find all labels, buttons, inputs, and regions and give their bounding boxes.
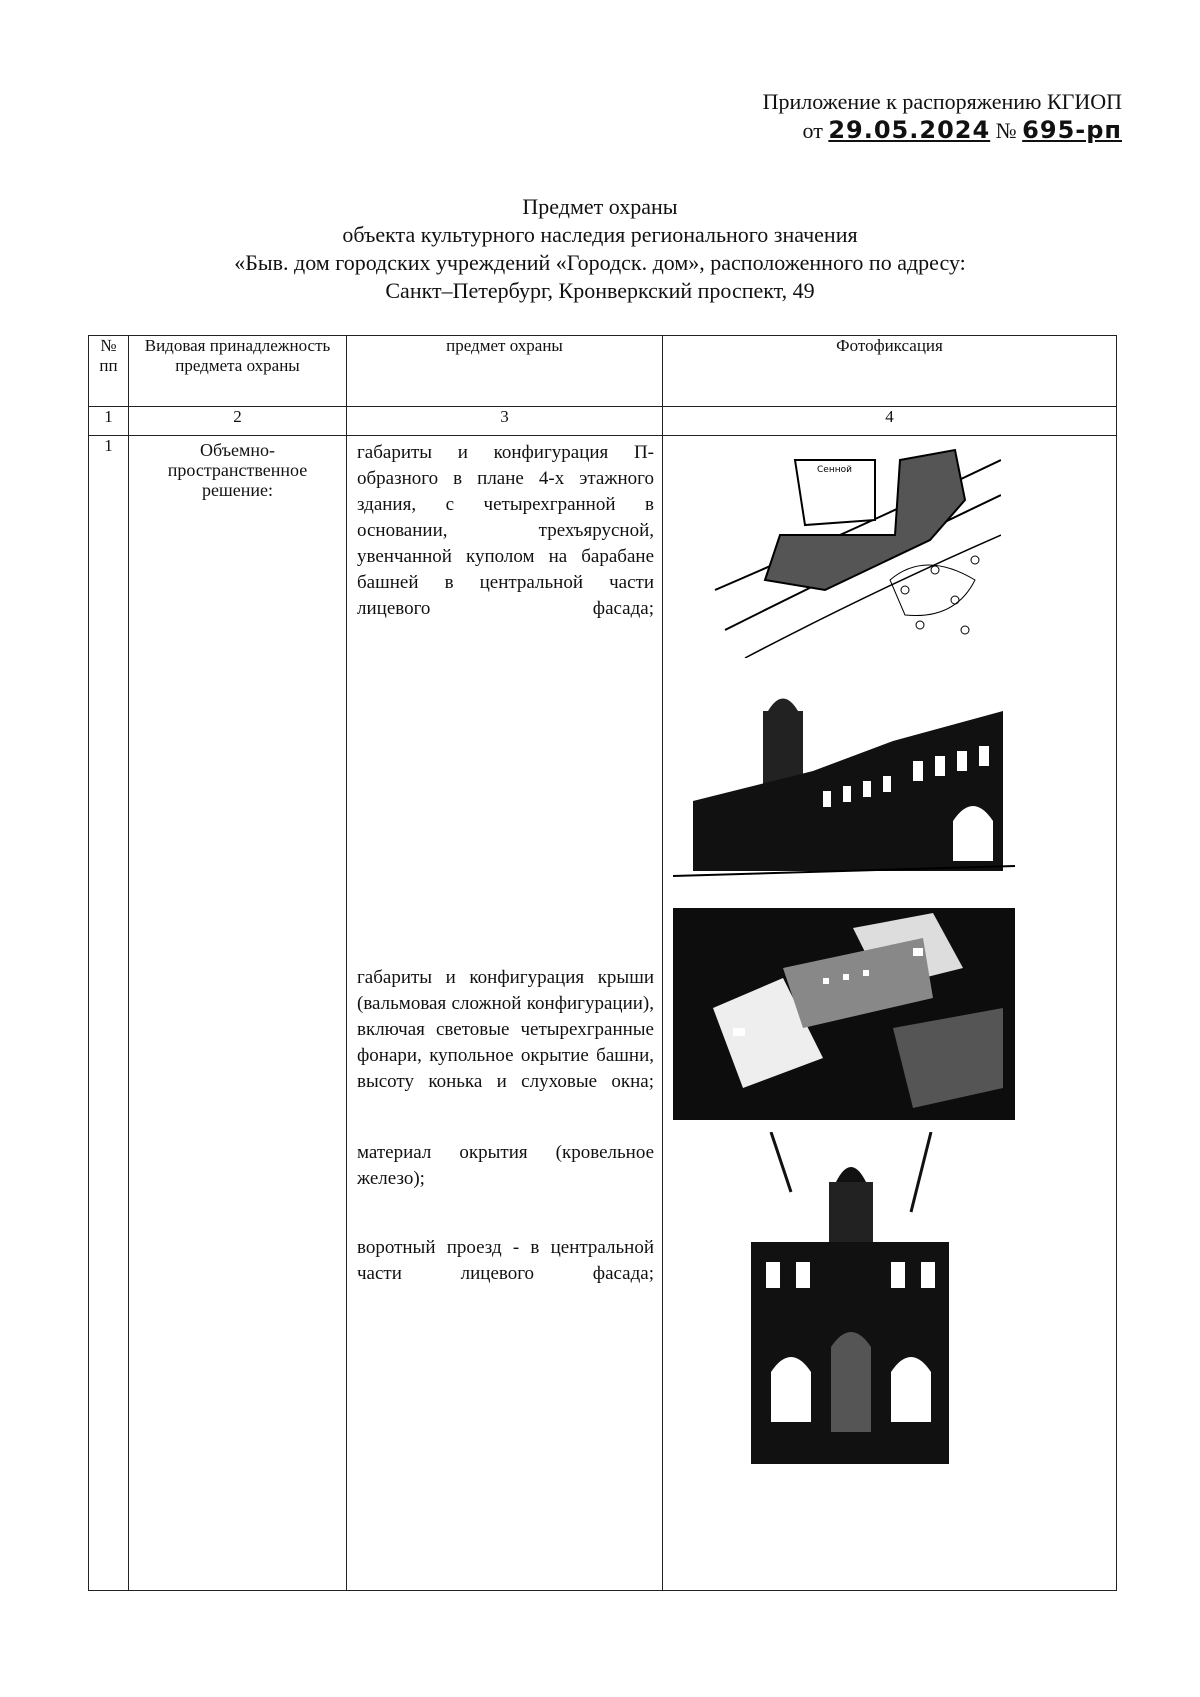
tower-gateway-photo-icon [751,1132,949,1464]
title-line: Предмет охраны [522,194,678,219]
row-subject-cell [347,436,663,1591]
subject-item: воротный проезд - в центральной части лицевого фасада; [357,1237,654,1284]
aerial-roof-photo [673,908,1015,1120]
map-label: Сенной [817,465,852,475]
header-cell-number: № пп [89,336,129,407]
subject-item: габариты и конфигурация П-образного в плане 4-х этажного здания, с четырехгранной в основании, трехъярусной, увенчанной куполом на барабане башней в центральной части лицевого фасада; [357,442,654,619]
protection-subject-table [88,335,1117,1591]
tower-gateway-photo [751,1132,949,1464]
appendix-date-line [763,116,1122,145]
order-date: 29.05.2024 [828,116,991,144]
row-number: 1 [89,436,129,1591]
facade-photo [673,671,1015,896]
site-plan-map-icon [705,440,1001,658]
subject-item: габариты и конфигурация крыши (вальмовая сложной конфигурации), включая световые четырехгранные фонари, купольное окрытие башни, высоту конька и слуховые окна; [357,967,654,1092]
column-number-row [89,407,1117,436]
column-number: 3 [347,407,663,436]
column-number: 2 [129,407,347,436]
title-line: «Быв. дом городских учреждений «Городск. дом», расположенного по адресу: [234,250,966,275]
column-number: 1 [89,407,129,436]
subject-item: материал окрытия (кровельное железо); [357,1142,654,1189]
number-label: № [995,118,1017,143]
column-number: 4 [663,407,1117,436]
facade-photo-icon [673,671,1015,896]
title-line: объекта культурного наследия регионального значения [342,222,858,247]
header-cell-subject: предмет охраны [347,336,663,407]
document-title [0,193,1200,305]
row-kind: Объемно-пространственное решение: [129,436,347,1591]
table-header-row [89,336,1117,407]
row-photo-cell [663,436,1117,1591]
title-line: Санкт–Петербург, Кронверкский проспект, 49 [385,278,815,303]
order-number: 695-рп [1022,116,1122,144]
header-cell-kind: Видовая принадлежность предмета охраны [129,336,347,407]
table-row [89,436,1117,1591]
from-label: от [802,118,823,143]
header-cell-photo: Фотофиксация [663,336,1117,407]
appendix-title: Приложение к распоряжению КГИОП [762,89,1122,114]
site-plan-map [705,440,1001,658]
aerial-roof-photo-icon [673,908,1015,1120]
appendix-header [763,88,1122,145]
